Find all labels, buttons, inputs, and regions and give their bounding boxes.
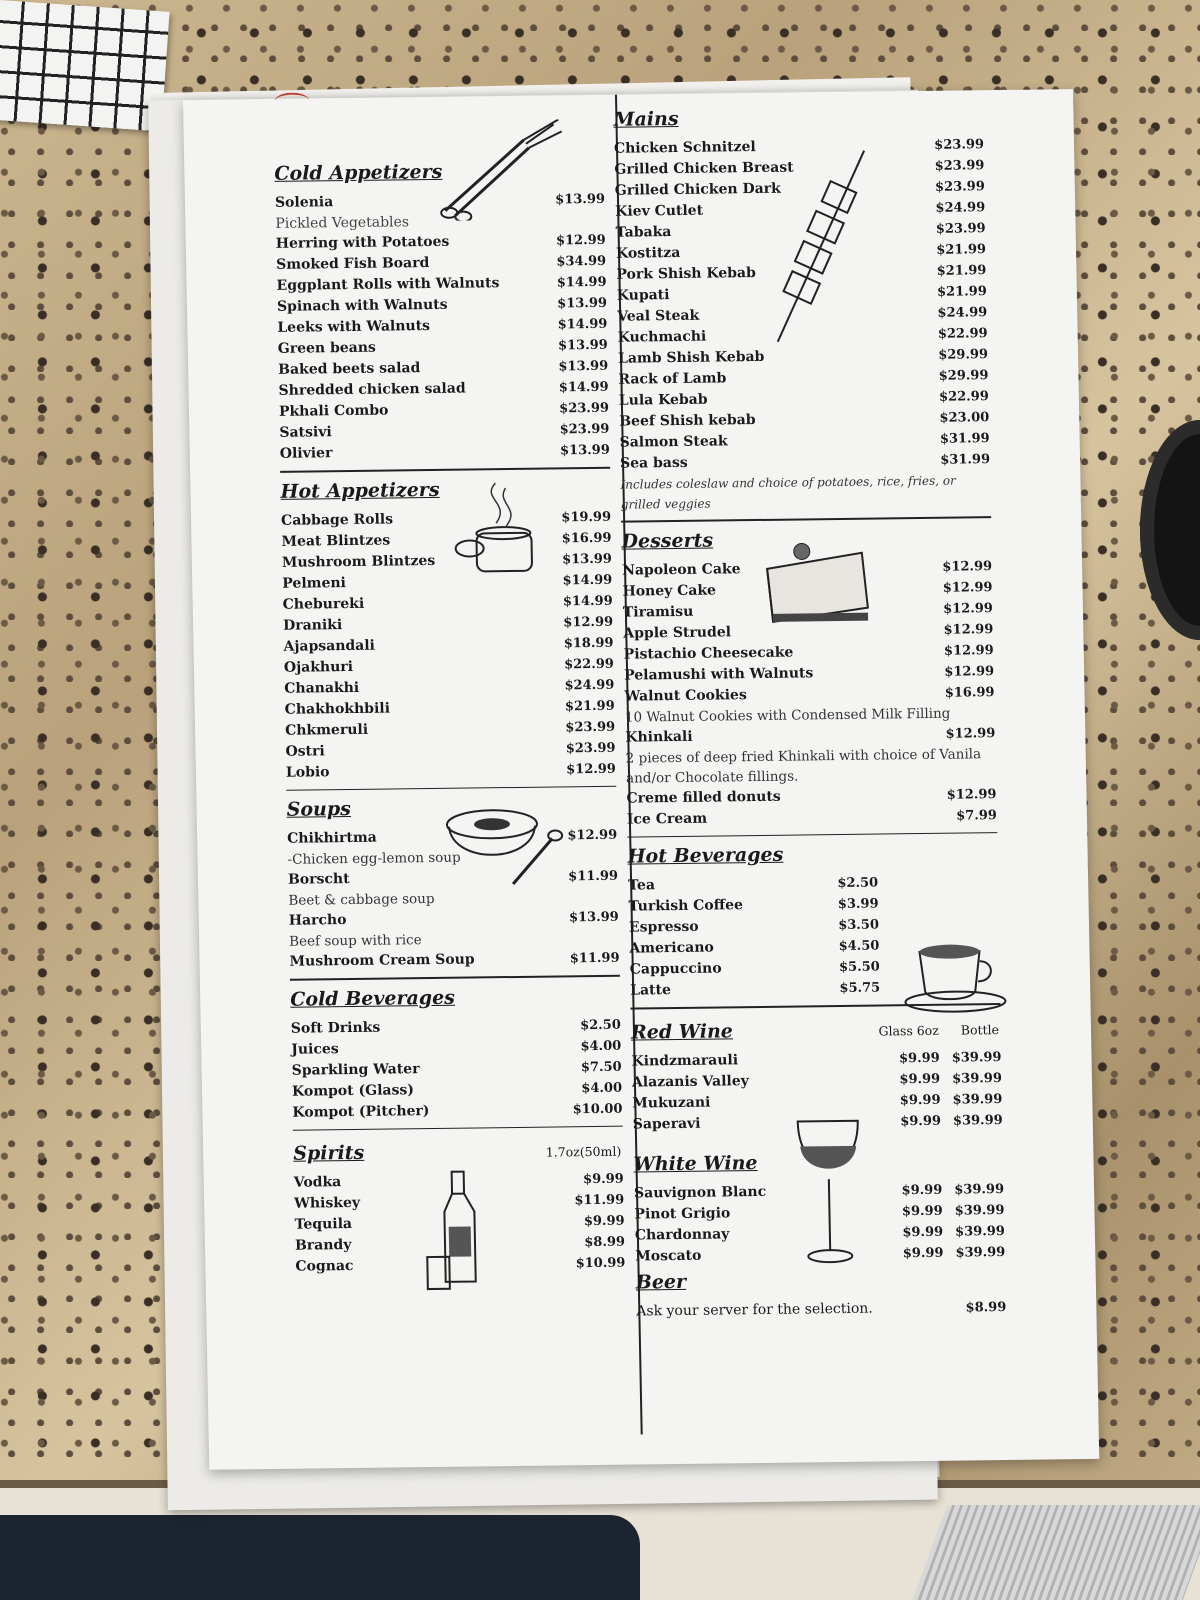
menu-item-row: [286, 758, 616, 783]
menu-item-name: Ice Cream: [626, 810, 708, 828]
menu-item-name: Ostri: [285, 742, 325, 760]
menu-item-price: $14.99: [557, 316, 608, 333]
bottle-price: $39.99: [955, 1244, 1006, 1261]
menu-item-row: [628, 894, 878, 918]
menu-item-price: $3.50: [838, 917, 880, 934]
menu-item-name: Baked beets salad: [278, 360, 421, 378]
menu-item-name: Pelmeni: [282, 574, 347, 592]
menu-item-price: $23.99: [934, 137, 985, 153]
glass-price: $9.99: [899, 1092, 941, 1108]
menu-item-name: Mushroom Cream Soup: [289, 951, 475, 970]
menu-item-name: Satsivi: [279, 424, 332, 441]
menu-item-name: Ojakhuri: [283, 658, 354, 676]
section-rule: [627, 832, 997, 838]
menu-item-name: Espresso: [628, 918, 699, 936]
leek-illustration: [433, 119, 565, 221]
menu-item-name: Eggplant Rolls with Walnuts: [276, 275, 500, 294]
menu-item-price: $12.99: [567, 827, 618, 844]
wine-prices: [900, 1111, 1003, 1132]
menu-item-price: $23.00: [939, 410, 990, 426]
menu-item-price: $11.99: [569, 950, 620, 967]
menu-item-row: [630, 978, 880, 1002]
menu-item-name: Walnut Cookies: [624, 686, 747, 705]
menu-item-name: Herring with Potatoes: [275, 233, 450, 252]
menu-item-name: Saperavi: [632, 1115, 701, 1133]
menu-item-row: [627, 805, 997, 831]
menu-item-name: Chikhirtma: [287, 829, 377, 847]
menu-item-row: [278, 377, 608, 402]
menu-item-price: $29.99: [938, 347, 989, 363]
menu-item-row: [281, 506, 611, 531]
menu-item-price: $13.99: [561, 551, 613, 567]
menu-item-name: Pickled Vegetables: [275, 214, 410, 232]
menu-item-price: $11.99: [568, 868, 619, 885]
wine-prices: [902, 1222, 1005, 1243]
section-title: Red Wine: [630, 1019, 734, 1044]
menu-item-price: $13.99: [557, 337, 608, 354]
menu-item-name: Grilled Chicken Dark: [614, 180, 781, 199]
menu-item-price: $11.99: [574, 1192, 625, 1209]
bottle-price: $39.99: [952, 1070, 1003, 1087]
menu-item-name: Soft Drinks: [290, 1019, 381, 1037]
menu-item-name: Brandy: [294, 1237, 352, 1254]
menu-item-price: $12.99: [943, 621, 994, 638]
menu-item-name: Pinot Grigio: [634, 1204, 731, 1223]
menu-item-price: $23.99: [935, 221, 986, 237]
left-column: [274, 155, 625, 1278]
menu-item-name: Grilled Chicken Breast: [614, 159, 794, 178]
glass-price: $9.99: [898, 1050, 940, 1066]
menu-item-name: Kompot (Glass): [291, 1081, 415, 1100]
hot-beverages-section: [627, 841, 1000, 1009]
cake-slice-illustration: [761, 532, 883, 628]
menu-item-price: $21.99: [936, 284, 987, 300]
menu-item-row: [278, 356, 608, 381]
section-rule: [293, 1125, 623, 1131]
menu-item-name: Leeks with Walnuts: [277, 317, 431, 336]
menu-item-name: Tiramisu: [622, 603, 694, 621]
menu-item-name: Spinach with Walnuts: [276, 296, 448, 315]
section-title: Spirits: [293, 1141, 365, 1165]
menu-item-name: Pkhali Combo: [278, 402, 389, 420]
section-title: Beer: [635, 1270, 687, 1294]
menu-item-name: Kostitza: [615, 244, 681, 262]
menu-item-name: Whiskey: [294, 1194, 361, 1212]
menu-item-description: Beef soup with rice: [289, 932, 422, 950]
menu-item-row: [280, 440, 610, 465]
glass-price: $9.99: [902, 1245, 944, 1261]
menu-item-price: $13.99: [559, 442, 610, 459]
menu-item-description: 10 Walnut Cookies with Condensed Milk Filling: [624, 705, 951, 726]
menu-item-name: Kompot (Pitcher): [292, 1102, 430, 1121]
menu-item-price: $24.99: [935, 200, 986, 216]
section-rule: [286, 785, 616, 791]
menu-item-name: Beef Shish kebab: [619, 412, 756, 430]
menu-item-name: Chanakhi: [284, 679, 360, 697]
section-rule: [621, 516, 991, 522]
menu-item-price: $14.99: [558, 379, 609, 396]
menu-item-price: $13.99: [568, 909, 619, 926]
desserts-section: [621, 526, 997, 838]
menu-item-name: Cognac: [295, 1257, 354, 1275]
menu-item-price: $8.99: [584, 1234, 626, 1251]
menu-item-name: Mukuzani: [632, 1094, 711, 1112]
menu-item-row: [285, 737, 615, 762]
menu-item-name: Green beans: [277, 339, 376, 357]
wine-prices: [903, 1243, 1006, 1264]
menu-item-row: [276, 272, 606, 297]
menu-item-price: $23.99: [934, 179, 985, 195]
menu-item-price: $4.00: [580, 1038, 622, 1054]
menu-item-name: Sea bass: [619, 454, 688, 472]
menu-item-name: Juices: [291, 1040, 339, 1058]
menu-item-price: $7.99: [956, 807, 998, 824]
menu-item-price: $5.50: [838, 959, 880, 976]
menu-item-row: [276, 230, 606, 255]
menu-item-price: $12.99: [946, 786, 997, 803]
menu-item-price: $12.99: [944, 663, 995, 680]
bottle-illustration: [424, 1166, 496, 1297]
menu-item-name: Ajapsandali: [283, 637, 376, 655]
menu-item-price: $22.99: [937, 326, 988, 342]
section-title: Mains: [613, 107, 679, 131]
menu-item-price: $16.99: [561, 530, 612, 546]
section-title: Hot Appetizers: [280, 478, 440, 503]
menu-item-row: [630, 957, 880, 981]
menu-item-name: Rack of Lamb: [618, 370, 727, 388]
menu-item-price: $9.99: [583, 1213, 625, 1230]
menu-item-name: Meat Blintzes: [281, 531, 391, 550]
chair: [0, 1515, 640, 1600]
glass-header: Glass 6oz: [878, 1022, 939, 1039]
section-title: White Wine: [633, 1151, 758, 1176]
menu-item-name: Kiev Cutlet: [615, 202, 704, 220]
menu-item-name: Harcho: [288, 912, 347, 929]
menu-item-row: [285, 695, 615, 720]
menu-item-name: Napoleon Cake: [621, 560, 741, 579]
menu-item-price: $12.99: [942, 558, 993, 575]
hot-appetizers-section: [280, 476, 616, 790]
menu-item-name: Sauvignon Blanc: [633, 1183, 767, 1202]
menu-item-name: Smoked Fish Board: [276, 255, 430, 273]
menu-item-name: Veal Steak: [617, 307, 700, 325]
glass-price: $9.99: [902, 1224, 944, 1240]
glass-price: $9.99: [901, 1203, 943, 1219]
menu-item-price: $10.99: [575, 1255, 626, 1272]
menu-item-price: $7.50: [580, 1059, 622, 1075]
menu-item-price: $29.99: [938, 368, 989, 384]
menu-item-name: Turkish Coffee: [628, 897, 744, 915]
menu-item-row: [284, 674, 614, 699]
menu-item-price: $22.99: [563, 656, 615, 672]
kebab-skewer-illustration: [764, 146, 878, 347]
menu-item-price: $34.99: [556, 253, 607, 270]
menu-item-row: [292, 1098, 622, 1123]
menu-item-price: $23.99: [565, 719, 616, 735]
bottle-price: $39.99: [952, 1112, 1003, 1129]
menu-item-name: Olivier: [279, 445, 333, 462]
menu-item-price: $21.99: [936, 263, 987, 279]
menu-item-name: Apple Strudel: [623, 623, 732, 642]
glass-price: $9.99: [900, 1113, 942, 1129]
menu-item-name: Pelamushi with Walnuts: [623, 664, 814, 684]
bottle-price: $39.99: [954, 1181, 1005, 1198]
menu-item-row: [278, 335, 608, 360]
menu-item-name: Cappuccino: [629, 960, 722, 978]
beer-section: [636, 1267, 1007, 1323]
menu-item-name: Vodka: [293, 1174, 342, 1191]
menu-item-name: Moscato: [635, 1247, 702, 1265]
menu-item-name: Tabaka: [615, 224, 672, 241]
kitchen-towel: [0, 0, 170, 132]
menu-item-price: $3.99: [837, 896, 879, 913]
menu-item-price: $14.99: [562, 593, 613, 609]
menu-item-price: $4.50: [838, 938, 880, 955]
glass-price: $9.99: [899, 1071, 941, 1087]
menu-item-price: $24.99: [937, 305, 988, 321]
size-label: 1.7oz(50ml): [545, 1143, 622, 1160]
menu-item-price: $14.99: [562, 572, 613, 588]
wine-column-headers: [878, 1022, 1001, 1038]
black-object: [1140, 420, 1200, 640]
menu-item-price: $12.99: [555, 232, 606, 249]
menu-item-description: -Chicken egg-lemon soup: [287, 849, 461, 868]
bottle-price: $39.99: [954, 1223, 1006, 1240]
menu-item-name: Lobio: [285, 763, 330, 781]
menu-item-row: [281, 527, 611, 552]
menu-item-name: Salmon Steak: [619, 433, 728, 451]
menu-item-price: $13.99: [555, 191, 606, 208]
menu-item-name: Tequila: [294, 1215, 353, 1233]
menu-item-name: Solenia: [274, 194, 334, 211]
wine-prices: [900, 1090, 1003, 1111]
coffee-cup-illustration: [899, 926, 1021, 1017]
beer-text: Ask your server for the selection.: [636, 1300, 873, 1320]
mains-note: Includes coleslaw and choice of potatoes, rice, fries, or grilled veggies: [620, 473, 956, 512]
wine-prices: [899, 1069, 1002, 1090]
wine-glass-illustration: [793, 1110, 866, 1271]
menu-item-price: $12.99: [945, 725, 996, 742]
menu-item-row: [628, 873, 878, 897]
menu-item-name: Chardonnay: [634, 1225, 730, 1244]
bottle-price: $39.99: [952, 1091, 1003, 1108]
menu-item-row: [285, 716, 615, 741]
menu-item-name: Shredded chicken salad: [278, 380, 466, 399]
menu-item-price: $14.99: [556, 274, 607, 291]
soup-bowl-illustration: [436, 793, 568, 895]
menu-item-name: Kuchmachi: [617, 328, 707, 346]
menu-item-name: Creme filled donuts: [626, 788, 781, 807]
menu-item-name: Americano: [629, 939, 714, 957]
section-rule: [280, 467, 610, 473]
menu-item-name: Chicken Schnitzel: [613, 139, 756, 157]
wine-prices: [902, 1201, 1005, 1222]
menu-item-name: Latte: [630, 982, 672, 999]
menu-item-name: Chkmeruli: [284, 721, 369, 739]
menu-item-name: Kindzmarauli: [631, 1051, 739, 1070]
menu-item-row: [284, 653, 614, 678]
menu-item-price: $18.99: [563, 635, 614, 651]
menu-item-price: $31.99: [940, 452, 991, 468]
menu-item-price: $13.99: [558, 358, 609, 375]
menu-item-price: $21.99: [936, 242, 987, 258]
menu-item-row: [277, 314, 607, 339]
menu-item-row: [283, 611, 613, 636]
cold-appetizers-section: [274, 159, 610, 472]
menu-item-price: $4.00: [581, 1080, 623, 1096]
menu-item-price: $16.99: [944, 684, 995, 701]
bottle-header: Bottle: [960, 1021, 1000, 1038]
menu-item-price: $9.99: [582, 1171, 624, 1188]
menu-item-price: $12.99: [942, 600, 994, 617]
bottle-price: $39.99: [951, 1049, 1002, 1066]
beer-row: [636, 1297, 1006, 1323]
section-rule: [290, 975, 620, 981]
menu-item-price: $2.50: [579, 1017, 621, 1033]
menu-item-name: Chebureki: [282, 595, 365, 613]
menu-item-name: Pistachio Cheesecake: [623, 644, 794, 663]
menu-item-name: Cabbage Rolls: [280, 510, 394, 529]
menu-item-row: [629, 936, 879, 960]
heater-grille: [913, 1505, 1200, 1600]
beer-price: $8.99: [965, 1299, 1007, 1315]
cold-beverages-section: [290, 984, 623, 1131]
menu-item-name: Mushroom Blintzes: [281, 552, 436, 571]
bottle-price: $39.99: [954, 1202, 1005, 1219]
section-title: Hot Beverages: [627, 843, 784, 868]
menu-item-price: $23.99: [559, 421, 610, 438]
menu-item-row: [279, 419, 609, 444]
pot-illustration: [450, 477, 542, 578]
menu-item-price: $31.99: [939, 431, 990, 447]
section-title: Cold Appetizers: [274, 160, 443, 185]
menu-sheet: [183, 89, 1099, 1470]
menu-item-name: Alazanis Valley: [631, 1072, 749, 1091]
menu-item-name: Borscht: [287, 871, 350, 888]
menu-item-name: Kupati: [616, 287, 670, 304]
red-pen-mark: [275, 92, 309, 108]
section-title: Soups: [286, 797, 352, 821]
menu-item-price: $12.99: [563, 614, 614, 630]
menu-item-price: $23.99: [559, 400, 610, 417]
menu-item-price: $5.75: [839, 980, 881, 997]
menu-item-price: $12.99: [942, 579, 993, 596]
menu-item-name: Sparkling Water: [291, 1060, 420, 1079]
menu-item-price: $22.99: [938, 389, 989, 405]
menu-item-row: [282, 548, 612, 573]
section-title: Desserts: [621, 529, 714, 553]
right-column: [613, 100, 1006, 1322]
menu-item-name: Lamb Shish Kebab: [617, 348, 765, 367]
spirits-section: [293, 1135, 626, 1278]
menu-item-price: $24.99: [564, 677, 615, 693]
menu-item-price: $12.99: [566, 761, 617, 777]
menu-item-row: [283, 632, 613, 657]
menu-item-row: [277, 293, 607, 318]
menu-item-price: $23.99: [934, 158, 985, 174]
section-title: Cold Beverages: [290, 986, 456, 1011]
menu-item-name: Lula Kebab: [618, 391, 708, 409]
menu-item-name: Draniki: [282, 616, 343, 634]
menu-item-price: $13.99: [557, 295, 608, 312]
soups-section: [286, 795, 619, 980]
menu-item-name: Pork Shish Kebab: [616, 265, 756, 283]
mains-section: [613, 104, 991, 522]
menu-item-price: $2.50: [837, 875, 879, 892]
wine-prices: [899, 1048, 1002, 1069]
menu-item-price: $12.99: [943, 642, 994, 659]
menu-item-row: [629, 915, 879, 939]
menu-item-row: [289, 907, 619, 932]
menu-item-name: Khinkali: [625, 728, 693, 746]
menu-item-description: Beet & cabbage soup: [288, 890, 435, 909]
menu-item-row: [279, 398, 609, 423]
menu-item-row: [289, 948, 619, 973]
wine-prices: [901, 1180, 1004, 1201]
menu-item-price: $10.00: [572, 1101, 623, 1117]
menu-item-price: $19.99: [561, 509, 612, 525]
menu-item-row: [276, 251, 606, 276]
menu-item-row: [282, 569, 612, 594]
glass-price: $9.99: [901, 1182, 943, 1198]
menu-item-name: Chakhokhbili: [284, 700, 391, 718]
menu-item-price: $21.99: [564, 698, 615, 714]
menu-item-description: 2 pieces of deep fried Khinkali with choice of Vanila and/or Chocolate fillings.: [625, 745, 982, 787]
menu-item-row: [283, 590, 613, 615]
white-wine-section: [633, 1149, 1005, 1267]
menu-item-name: Honey Cake: [622, 582, 717, 600]
menu-item-name: Tea: [628, 877, 656, 894]
menu-item-price: $23.99: [565, 740, 616, 756]
